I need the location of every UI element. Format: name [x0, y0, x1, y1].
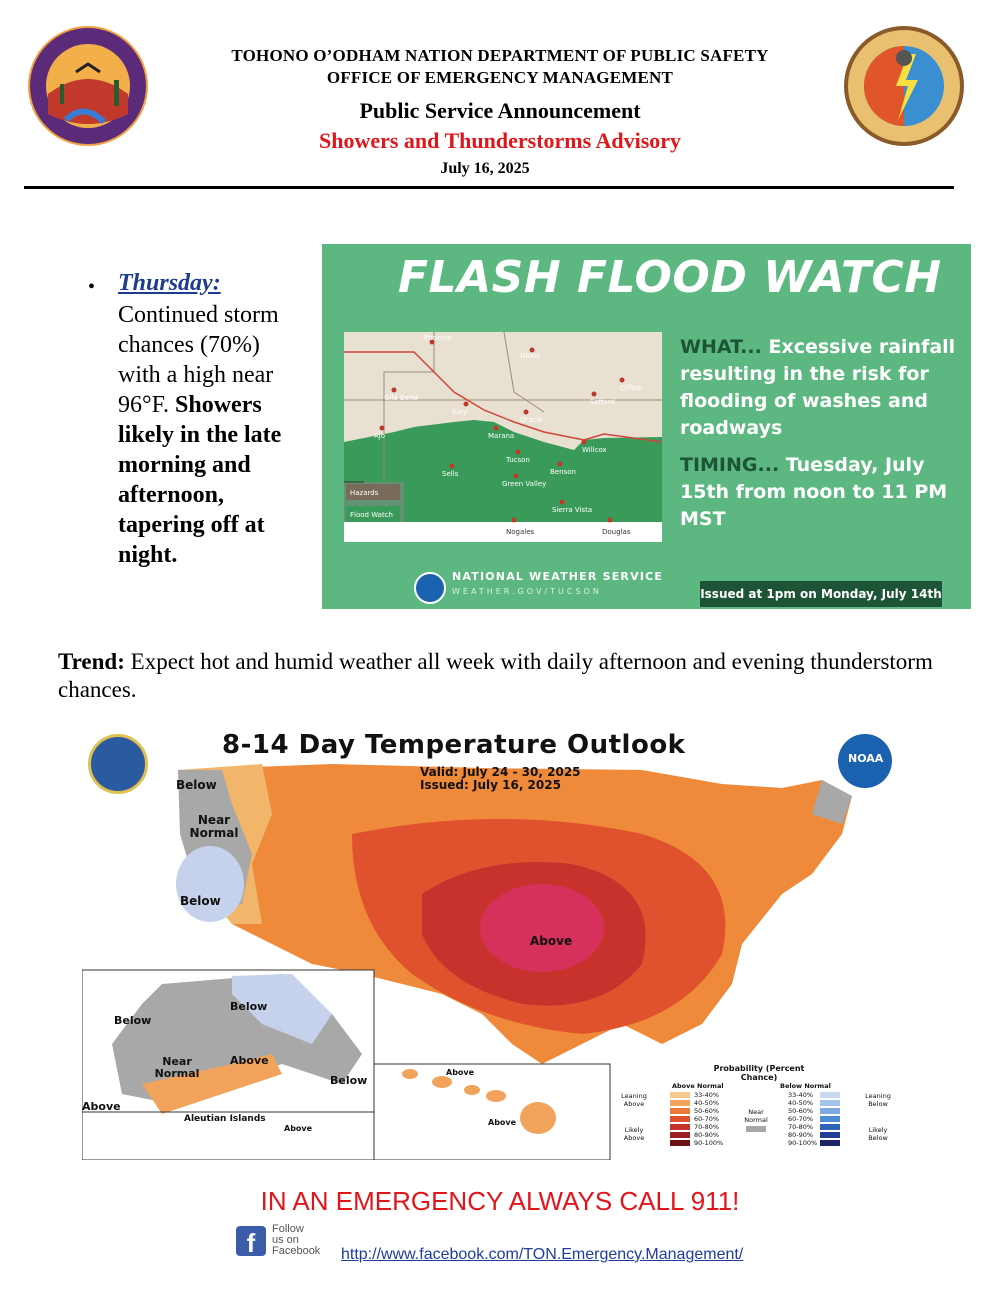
label-ak-above-1: Above — [230, 1054, 269, 1067]
label-aleutian: Aleutian Islands — [184, 1114, 266, 1124]
city-oracle: Oracle — [520, 416, 543, 424]
map-legend-hazards: Hazards — [350, 489, 379, 497]
legend-range-below: 33-40% — [788, 1091, 814, 1099]
outlook-title: 8-14 Day Temperature Outlook — [222, 730, 686, 760]
legend-swatch-above — [670, 1108, 690, 1114]
label-ak-above-2: Above — [82, 1100, 121, 1113]
forecast-text — [118, 300, 308, 570]
ffw-issued-badge: Issued at 1pm on Monday, July 14th — [700, 581, 942, 607]
legend-below-header: Below Normal — [780, 1082, 831, 1090]
legend-swatch-above — [670, 1092, 690, 1098]
ffw-what-text: Excessive rainfall resulting in the risk for flooding of washes and roadways — [680, 336, 956, 439]
temperature-outlook-map — [82, 724, 914, 1160]
legend-swatch-below — [820, 1132, 840, 1138]
legend-swatch-below — [820, 1124, 840, 1130]
city-eloy: Eloy — [452, 408, 467, 416]
forecast-plain-text: Continued storm chances (70%) with a high near 96°F. — [118, 302, 279, 418]
city-green-valley: Green Valley — [502, 480, 547, 488]
legend-swatch-above — [670, 1100, 690, 1106]
city-willcox: Willcox — [582, 446, 607, 454]
forecast-bold-text: Showers likely in the late morning and afternoon, tapering off at night. — [118, 392, 282, 568]
document-date: July 16, 2025 — [440, 160, 530, 177]
doc-seal-icon — [88, 734, 148, 794]
label-below-west: Below — [180, 894, 221, 908]
map-legend-flood-watch: Flood Watch — [350, 511, 393, 519]
legend-swatch-below — [820, 1108, 840, 1114]
forecast-day: Thursday: — [118, 270, 221, 296]
city-ajo: Ajo — [374, 432, 386, 440]
legend-range-above: 33-40% — [694, 1091, 720, 1099]
legend-swatch-below — [820, 1116, 840, 1122]
legend-range-below: 50-60% — [788, 1107, 814, 1115]
outlook-issued: Issued: July 16, 2025 — [420, 778, 561, 792]
legend-range-below: 70-80% — [788, 1123, 814, 1131]
legend-range-above: 80-90% — [694, 1131, 720, 1139]
legend-swatch-above — [670, 1116, 690, 1122]
label-ak-below-3: Below — [330, 1074, 368, 1087]
label-ak-below-1: Below — [230, 1000, 268, 1013]
city-sierra-vista: Sierra Vista — [552, 506, 593, 514]
legend-swatch-above — [670, 1124, 690, 1130]
outlook-valid: Valid: July 24 - 30, 2025 — [420, 765, 581, 779]
legend-above-header: Above Normal — [672, 1082, 724, 1090]
legend-swatch-above — [670, 1140, 690, 1146]
legend-near-normal: Near Normal — [744, 1108, 768, 1124]
ffw-agency-url: WEATHER.GOV/TUCSON — [452, 587, 602, 596]
fb-facebook: Facebook — [272, 1245, 321, 1257]
city-sells: Sells — [442, 470, 459, 478]
city-douglas: Douglas — [602, 528, 631, 536]
facebook-icon[interactable]: f — [236, 1226, 266, 1256]
legend-range-above: 60-70% — [694, 1115, 720, 1123]
advisory-title: Showers and Thunderstorms Advisory — [318, 128, 682, 153]
org-name-line2: OFFICE OF EMERGENCY MANAGEMENT — [326, 68, 674, 87]
fb-follow: Follow — [272, 1223, 304, 1235]
legend-title: Probability (Percent Chance) — [713, 1064, 805, 1082]
header-divider — [24, 186, 954, 189]
city-phoenix: Phoenix — [424, 334, 452, 342]
city-benson: Benson — [550, 468, 576, 476]
fb-us-on: us on — [272, 1234, 299, 1246]
city-marana: Marana — [488, 432, 515, 440]
city-safford: Safford — [590, 398, 616, 406]
legend-likely-above: Likely Above — [623, 1126, 645, 1142]
bullet-icon: • — [88, 276, 96, 298]
ffw-timing-text: Tuesday, July 15th from noon to 11 PM MST — [680, 454, 948, 530]
noaa-logo-text: NOAA — [848, 752, 884, 765]
org-name-line1: TOHONO O’ODHAM NATION DEPARTMENT OF PUBLIC SAFETY — [231, 46, 769, 65]
city-nogales: Nogales — [506, 528, 535, 536]
legend-range-above: 50-60% — [694, 1107, 720, 1115]
document-title: Public Service Announcement — [359, 98, 641, 123]
label-ak-below-2: Below — [114, 1014, 152, 1027]
legend-swatch-below — [820, 1140, 840, 1146]
emergency-notice: IN AN EMERGENCY ALWAYS CALL 911! — [260, 1186, 740, 1216]
trend-label: Trend: — [58, 649, 125, 674]
label-hi-above-1: Above — [446, 1068, 475, 1077]
trend-paragraph — [58, 648, 958, 704]
label-below-nw: Below — [176, 778, 217, 792]
label-above-center: Above — [530, 934, 573, 948]
legend-near-normal-swatch — [746, 1126, 766, 1132]
city-globe: Globe — [520, 352, 541, 360]
label-hi-above-2: Above — [488, 1118, 517, 1127]
legend-range-below: 80-90% — [788, 1131, 814, 1139]
label-ak-above-3: Above — [284, 1124, 313, 1133]
city-tucson: Tucson — [506, 456, 530, 464]
legend-range-above: 90-100% — [694, 1139, 724, 1147]
legend-swatch-below — [820, 1100, 840, 1106]
facebook-follow-label — [272, 1224, 320, 1257]
outlook-valid-line — [420, 766, 581, 792]
legend-range-below: 60-70% — [788, 1115, 814, 1123]
oem-seal-logo — [842, 24, 966, 148]
legend-range-above: 70-80% — [694, 1123, 720, 1131]
noaa-logo-icon — [838, 734, 892, 788]
ffw-timing — [680, 452, 960, 533]
ffw-timing-key: TIMING... — [680, 454, 780, 476]
ffw-map — [344, 332, 662, 542]
legend-range-below: 90-100% — [788, 1139, 818, 1147]
ffw-title: FLASH FLOOD WATCH — [398, 252, 942, 303]
city-gila-bend: Gila Bend — [384, 394, 418, 402]
facebook-link[interactable]: http://www.facebook.com/TON.Emergency.Management/ — [341, 1246, 744, 1263]
label-near-normal: Near Normal — [189, 813, 239, 840]
legend-swatch-above — [670, 1132, 690, 1138]
legend-leaning-below: Leaning Below — [865, 1092, 891, 1108]
legend-likely-below: Likely Below — [868, 1126, 888, 1142]
dps-seal-logo — [26, 24, 150, 148]
ffw-what — [680, 334, 960, 442]
trend-text: Expect hot and humid weather all week with daily afternoon and evening thunderstorm chances. — [58, 649, 933, 702]
flash-flood-watch-graphic — [322, 244, 971, 609]
noaa-icon — [414, 572, 446, 604]
legend-range-below: 40-50% — [788, 1099, 814, 1107]
label-ak-near-normal: Near Normal — [154, 1055, 200, 1080]
legend-swatch-below — [820, 1092, 840, 1098]
ffw-what-key: WHAT... — [680, 336, 762, 358]
ffw-agency: NATIONAL WEATHER SERVICE — [452, 570, 664, 583]
legend-leaning-above: Leaning Above — [621, 1092, 647, 1108]
city-clifton: Clifton — [620, 384, 643, 392]
legend-range-above: 40-50% — [694, 1099, 720, 1107]
